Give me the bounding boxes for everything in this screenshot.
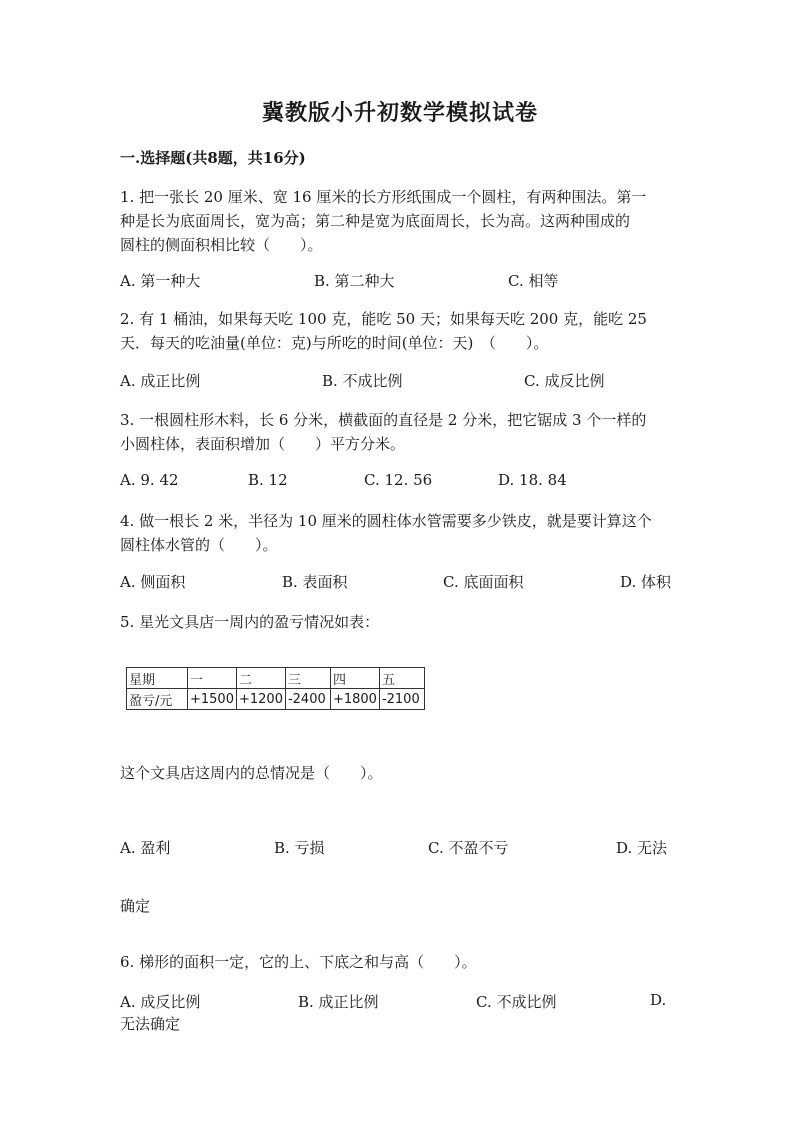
question-6-option-d-wrap: 无法确定 (120, 1015, 181, 1033)
table-cell: +1200 (236, 689, 285, 710)
question-3-option-a: A. 9. 42 (120, 471, 179, 489)
question-1-option-a: A. 第一种大 (120, 272, 201, 290)
question-2-line-1: 2. 有 1 桶油，如果每天吃 100 克，能吃 50 天；如果每天吃 200 克，能吃 25 (120, 310, 647, 328)
page-title: 冀教版小升初数学模拟试卷 (261, 100, 538, 126)
question-6-option-a: A. 成反比例 (120, 993, 201, 1011)
question-2-line-2: 天．每天的吃油量(单位：克)与所吃的时间(单位：天) （ ）。 (120, 334, 549, 352)
question-1-line-3: 圆柱的侧面积相比较（ ）。 (120, 236, 323, 254)
table-cell: 二 (236, 668, 285, 689)
question-2-option-b: B. 不成比例 (322, 372, 403, 390)
question-3-line-1: 3. 一根圆柱形木料，长 6 分米，横截面的直径是 2 分米，把它锯成 3 个一样的 (120, 411, 647, 429)
question-4-option-d: D. 体积 (620, 573, 672, 591)
question-5-line-1: 5. 星光文具店一周内的盈亏情况如表： (120, 613, 380, 631)
question-5-option-c: C. 不盈不亏 (428, 839, 509, 857)
section-header: 一.选择题(共8题，共16分) (120, 149, 306, 167)
table-cell: 四 (330, 668, 379, 689)
question-4-option-c: C. 底面面积 (443, 573, 524, 591)
table-cell: -2100 (379, 689, 424, 710)
question-5-option-a: A. 盈利 (120, 839, 171, 857)
question-5-stem-continued: 这个文具店这周内的总情况是（ ）。 (120, 764, 383, 782)
question-6-option-c: C. 不成比例 (476, 993, 557, 1011)
table-cell: 盈亏/元 (127, 689, 188, 710)
question-6-option-b: B. 成正比例 (298, 993, 379, 1011)
profit-loss-table (126, 667, 425, 710)
question-2-option-c: C. 成反比例 (524, 372, 605, 390)
table-row (127, 689, 425, 710)
question-3-option-c: C. 12. 56 (364, 471, 433, 489)
table-cell: 五 (379, 668, 424, 689)
question-4-option-b: B. 表面积 (282, 573, 348, 591)
question-5-option-b: B. 亏损 (274, 839, 325, 857)
question-1-line-1: 1. 把一张长 20 厘米、宽 16 厘米的长方形纸围成一个圆柱，有两种围法。第一 (120, 188, 647, 206)
question-5-option-d: D. 无法 (616, 839, 668, 857)
table-cell: 一 (188, 668, 237, 689)
question-1-option-b: B. 第二种大 (314, 272, 395, 290)
question-1-line-2: 种是长为底面周长，宽为高；第二种是宽为底面周长，长为高。这两种围成的 (120, 212, 631, 230)
table-cell: -2400 (285, 689, 330, 710)
table-cell: +1500 (188, 689, 237, 710)
question-1-option-c: C. 相等 (508, 272, 559, 290)
question-5-option-d-wrap: 确定 (120, 897, 151, 915)
question-3-option-d: D. 18. 84 (498, 471, 567, 489)
question-6-line-1: 6. 梯形的面积一定，它的上、下底之和与高（ ）。 (120, 953, 477, 971)
question-4-line-1: 4. 做一根长 2 米，半径为 10 厘米的圆柱体水管需要多少铁皮，就是要计算这个 (120, 512, 652, 530)
table-cell: +1800 (330, 689, 379, 710)
question-4-option-a: A. 侧面积 (120, 573, 186, 591)
table-header-row (127, 668, 425, 689)
table-cell: 星期 (127, 668, 188, 689)
question-4-line-2: 圆柱体水管的（ ）。 (120, 536, 278, 554)
question-3-option-b: B. 12 (248, 471, 288, 489)
table-cell: 三 (285, 668, 330, 689)
question-2-option-a: A. 成正比例 (120, 372, 201, 390)
question-6-option-d: D. (650, 991, 667, 1009)
question-3-line-2: 小圆柱体，表面积增加（ ）平方分米。 (120, 435, 406, 453)
